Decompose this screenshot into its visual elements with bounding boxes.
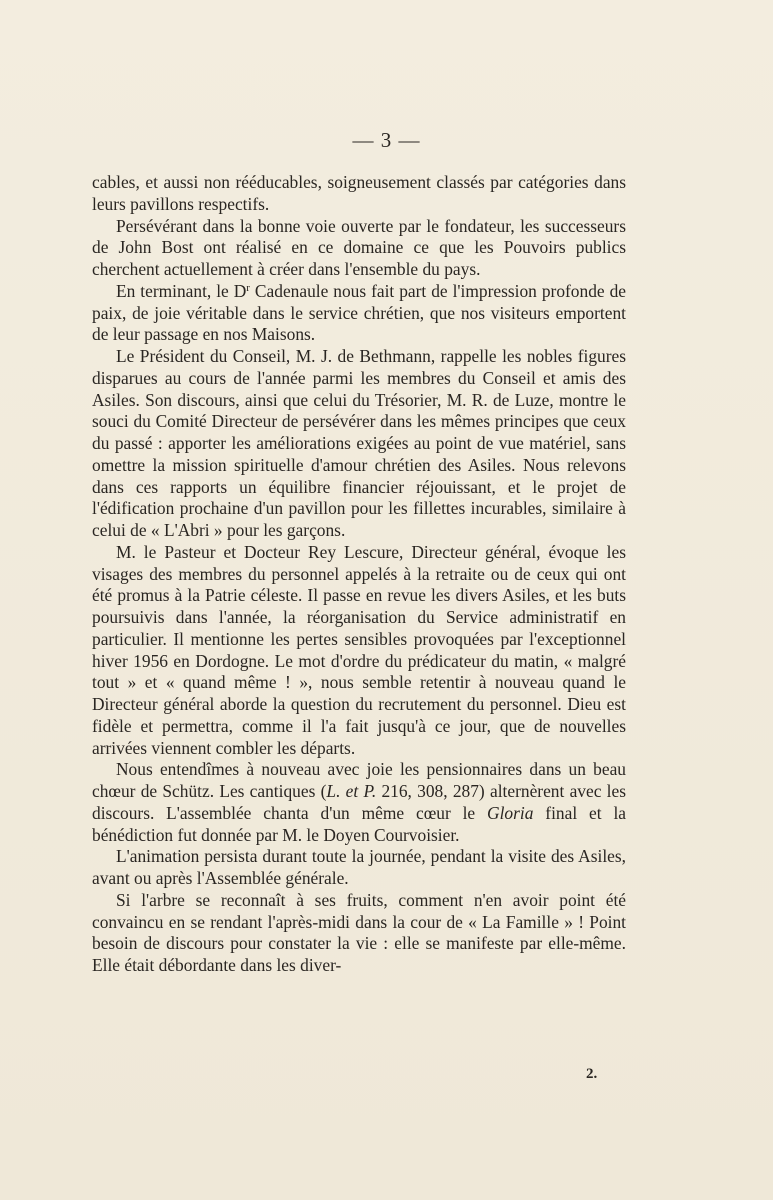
- signature-mark: 2.: [586, 1066, 598, 1082]
- text-segment: L'animation persista durant toute la journée, pendant la visite des Asiles, avant ou après l'Assemblée générale.: [92, 846, 626, 888]
- superscript: r: [246, 281, 250, 294]
- text-segment: 216, 308, 287) alternèrent avec les discours. L'assemblée chanta d'un même cœur le: [92, 781, 626, 823]
- text-segment: Le Président du Conseil, M. J. de Bethmann, rappelle les nobles figures disparues au cours de l'année parmi les membres du Conseil et amis des Asiles. Son discours, ainsi que celui du Trésorier, M. R. de Luze, montre le souci du Comité Directeur de persévérer dans les mêmes principes que ceux du passé : apporter les améliorations exigées au point de vue matériel, sans omettre la mission spirituelle d'amour chrétien des Asiles. Nous relevons dans ces rapports un équilibre financier réjouissant, et le projet de l'édification prochaine d'un pavillon pour les fillettes incurables, similaire à celui de « L'Abri » pour les garçons.: [92, 346, 626, 540]
- paragraph: [92, 890, 626, 977]
- paragraph: [92, 759, 626, 846]
- paragraph: [92, 172, 626, 216]
- paragraph: [92, 346, 626, 542]
- italic-text: L. et P.: [326, 781, 377, 801]
- text-segment: final et la bénédiction fut donnée par M. le Doyen Courvoisier.: [92, 802, 627, 845]
- text-segment: En terminant, le D: [116, 280, 247, 301]
- text-segment: Si l'arbre se reconnaît à ses fruits, comment n'en avoir point été convaincu en se rendant l'après-midi dans la cour de « La Famille » ! Point besoin de discours pour constater la vie : elle se manifeste par elle-même. Elle était débordante dans les diver-: [92, 889, 626, 975]
- text-segment: Nous entendîmes à nouveau avec joie les pensionnaires dans un beau chœur de Schütz. Les cantiques (: [92, 759, 626, 801]
- text-segment: M. le Pasteur et Docteur Rey Lescure, Directeur général, évoque les visages des membres du personnel appelés à la retraite ou de ceux qui ont été promus à la Patrie céleste. Il passe en revue les divers Asiles, et les buts poursuivis dans l'année, la réorganisation du Service administratif en particulier. Il mentionne les pertes sensibles provoquées par l'exceptionnel hiver 1956 en Dordogne. Le mot d'ordre du prédicateur du matin, « malgré tout » et « quand même ! », nous semble retentir à nouveau quand le Directeur général aborde la question du recrutement du personnel. Dieu est fidèle et permettra, comme il l'a fait jusqu'à ce jour, que de nouvelles arrivées viennent combler les départs.: [92, 541, 626, 758]
- body-text: [92, 172, 626, 977]
- paragraph: [92, 216, 626, 281]
- text-segment: cables, et aussi non rééducables, soigneusement classés par catégories dans leurs pavillons respectifs.: [92, 172, 626, 214]
- italic-text: Gloria: [487, 802, 534, 823]
- paragraph: [92, 542, 626, 760]
- paragraph: [92, 281, 626, 346]
- paragraph: [92, 846, 626, 890]
- text-segment: Cadenaule nous fait part de l'impression profonde de paix, de joie véritable dans le service chrétien, que nos visiteurs emportent de leur passage en nos Maisons.: [92, 280, 626, 345]
- text-segment: Persévérant dans la bonne voie ouverte par le fondateur, les successeurs de John Bost ont réalisé en ce domaine ce que les Pouvoirs publics cherchent actuellement à créer dans l'ensemble du pays.: [92, 215, 626, 279]
- page-number-header: — 3 —: [352, 128, 421, 152]
